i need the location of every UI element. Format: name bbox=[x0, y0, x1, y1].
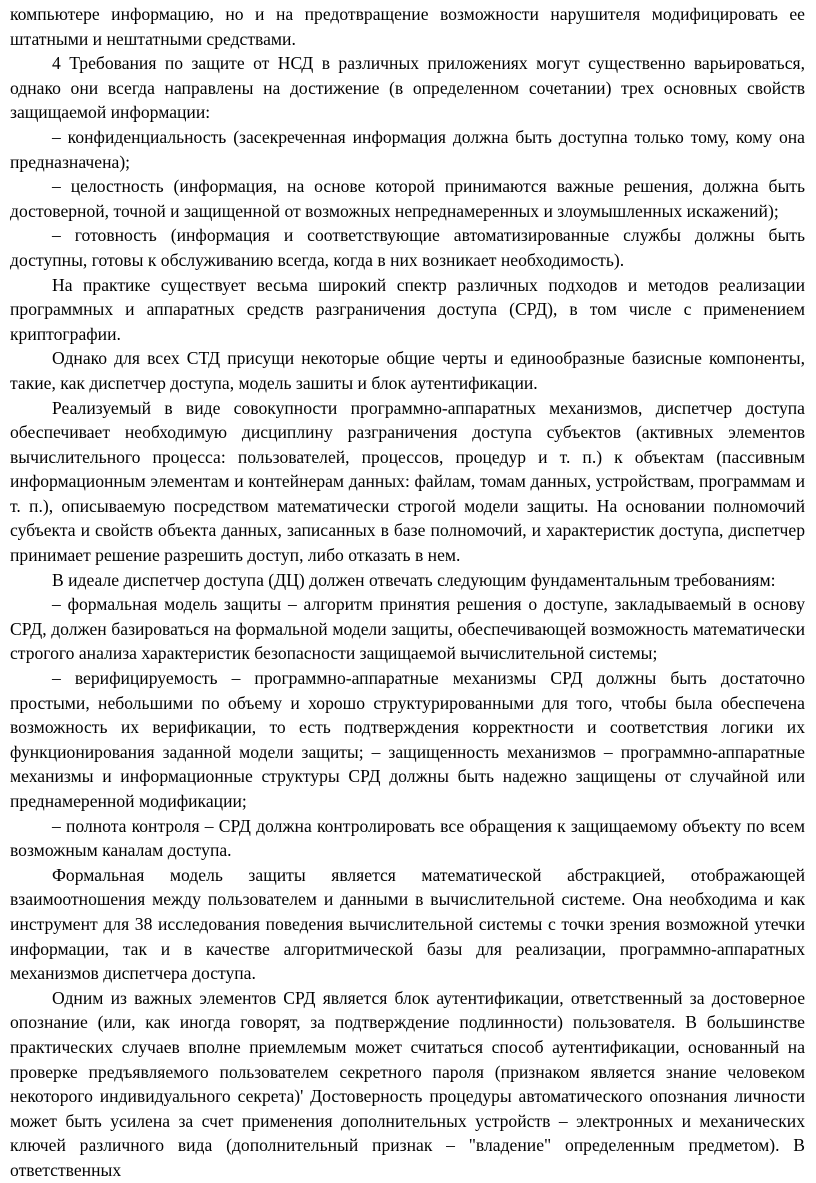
paragraph-ideal-requirements: В идеале диспетчер доступа (ДЦ) должен отвечать следующим фундаментальным требованиям: bbox=[52, 569, 776, 590]
paragraph-verifiability: – верифицируемость – программно-аппаратные механизмы СРД должны быть достаточно простыми, небольшими по объему и хорошо структурированными для того, чтобы была обеспечена возможность их верификации, то есть подтверждения корректности и соответствия логики их функционирования заданной модели защиты; – защищенность механизмов – программно-аппаратные механизмы и информационные структуры СРД должны быть надежно защищены от случайной или преднамеренной модификации; bbox=[10, 668, 805, 811]
paragraph-authentication: Одним из важных элементов СРД является блок аутентификации, ответственный за достоверное опознание (или, как иногда говорят, за подтверждение подлинности) пользователя. В большинстве практических случаев вполне приемлемым может считаться способ аутентификации, основанный на проверке предъявляемого пользователем секретного пароля (признаком является знание человеком некоторого индивидуального секрета)' Достоверность процедуры автоматического опознания личности может быть усилена за счет применения дополнительных устройств – электронных и механических ключей различного вида (дополнительный признак – "владение" определенным предметом). В ответственных bbox=[10, 987, 805, 1180]
paragraph-availability: – готовность (информация и соответствующие автоматизированные службы должны быть доступны, готовы к обслуживанию всегда, когда в них возникает необходимость). bbox=[10, 225, 805, 270]
paragraph-completeness: – полнота контроля – СРД должна контролировать все обращения к защищаемому объекту по всем возможным каналам доступа. bbox=[10, 815, 805, 861]
paragraph-formal-model: – формальная модель защиты – алгоритм принятия решения о доступе, закладываемый в основу СРД, должен базироваться на формальной модели защиты, обеспечивающей возможность математически строгого анализа характеристик безопасности защищаемой вычислительной системы; bbox=[10, 594, 805, 664]
paragraph-formal-model-definition: Формальная модель защиты является математической абстракцией, отображающей взаимоотношения между пользователем и данными в вычислительной системе. Она необходима и как инструмент для 38 исследования поведения вычислительной системы с точки зрения возможной утечки информации, так и в качестве алгоритмической базы для реализации, программно-аппаратных механизмов диспетчера доступа. bbox=[10, 864, 805, 984]
paragraph-access-dispatcher: Реализуемый в виде совокупности программно-аппаратных механизмов, диспетчер доступа обеспечивает необходимую дисциплину разграничения доступа субъектов (активных элементов вычислительного процесса: пользователей, процессов, процедур и т. п.) к объектам (пассивным информационным элементам и контейнерам данных: файлам, томам данных, устройствам, программам и т. п.), описываемую посредством математически строгой модели защиты. На основании полномочий субъекта и свойств объекта данных, записанных в базе полномочий, и характеристик доступа, диспетчер принимает решение разрешить доступ, либо отказать в нем. bbox=[10, 397, 805, 566]
paragraph-common-components: Однако для всех СТД присущи некоторые общие черты и единообразные базисные компоненты, такие, как диспетчер доступа, модель зашиты и блок аутентификации. bbox=[10, 348, 805, 393]
paragraph-continuation: компьютере информацию, но и на предотвращение возможности нарушителя модифицировать ее штатными и нештатными средствами. bbox=[10, 4, 805, 49]
paragraph-confidentiality: – конфиденциальность (засекреченная информация должна быть доступна только тому, кому она предназначена); bbox=[10, 126, 805, 172]
paragraph-practice: На практике существует весьма широкий спектр различных подходов и методов реализации программных и аппаратных средств разграничения доступа (СРД), в том числе с применением криптографии. bbox=[10, 274, 805, 344]
paragraph-integrity: – целостность (информация, на основе которой принимаются важные решения, должна быть достоверной, точной и защищенной от возможных непреднамеренных и злоумышленных искажений); bbox=[10, 176, 805, 221]
paragraph-requirements-intro: 4 Требования по защите от НСД в различных приложениях могут существенно варьироваться, однако они всегда направлены на достижение (в определенном сочетании) трех основных свойств защищаемой информации: bbox=[10, 53, 805, 123]
